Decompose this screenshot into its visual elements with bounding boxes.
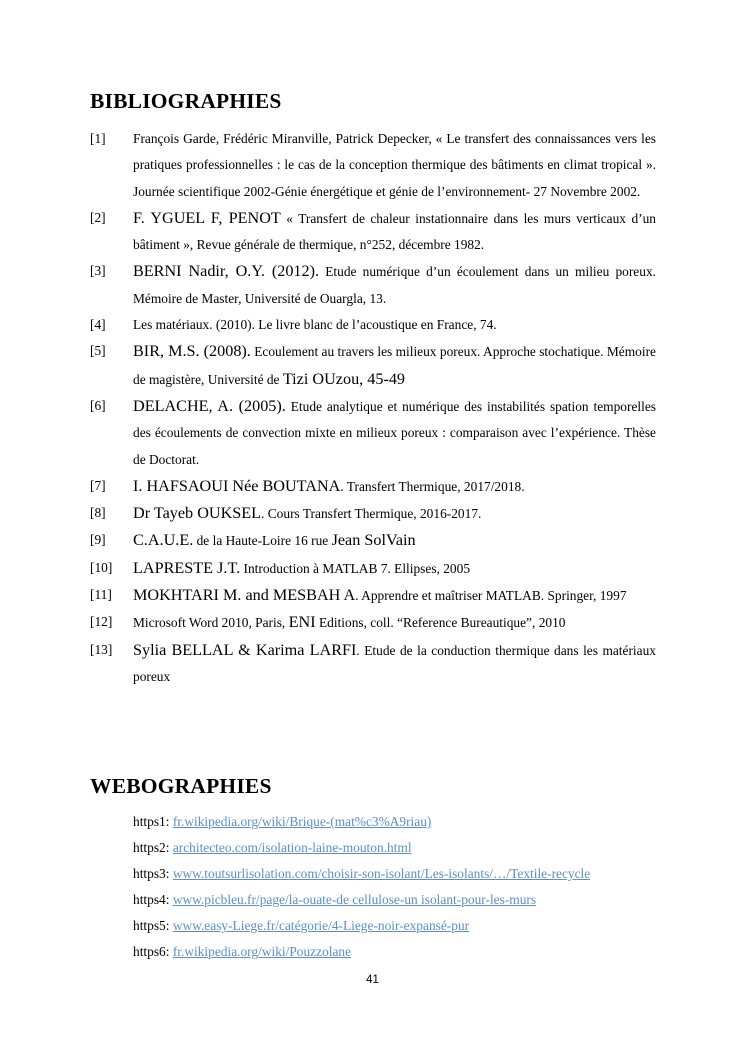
reference-detail: « Transfert de chaleur instationnaire dans les murs verticaux d’un bâtiment », Revue générale de thermique, n°252, décembre 1982. bbox=[133, 210, 657, 253]
reference-author: C.A.U.E. bbox=[133, 531, 194, 550]
reference-author: DELACHE, A. (2005). bbox=[133, 396, 286, 415]
webography-heading: WEBOGRAPHIES bbox=[90, 774, 272, 798]
reference-detail: . Apprendre et maîtriser MATLAB. Springer, 1997 bbox=[355, 588, 627, 604]
reference-author: BIR, M.S. (2008). bbox=[133, 342, 251, 361]
reference-author: Dr Tayeb OUKSEL bbox=[133, 504, 262, 523]
weblink-url[interactable]: www.toutsurlisolation.com/choisir-son-isolant/Les-isolants/…/Textile-recycle bbox=[172, 866, 591, 882]
weblink-label: https6: bbox=[133, 944, 173, 960]
reference-detail: . Transfert Thermique, 2017/2018. bbox=[340, 478, 525, 494]
reference-detail: Etude analytique et numérique des instabilités spation temporelles des écoulements de convection mixte en milieux poreux : comparaison avec l’expérience. Thèse de Doctorat. bbox=[133, 398, 656, 467]
weblink-url[interactable]: www.easy-Liege.fr/catégorie/4-Liege-noir-expansé-pur bbox=[172, 918, 470, 934]
reference-number: [5] bbox=[90, 343, 106, 359]
reference-author: LAPRESTE J.T. bbox=[133, 558, 241, 577]
reference-author: F. YGUEL F, PENOT bbox=[133, 208, 281, 227]
reference-text bbox=[133, 637, 656, 691]
weblink-item bbox=[133, 835, 673, 861]
reference-number: [4] bbox=[90, 317, 106, 333]
reference-number: [3] bbox=[90, 263, 106, 279]
weblink-label: https3: bbox=[133, 866, 173, 882]
reference-item bbox=[90, 393, 656, 473]
reference-item bbox=[90, 205, 656, 259]
reference-text bbox=[133, 338, 656, 393]
reference-detail: François Garde, Frédéric Miranville, Patrick Depecker, « Le transfert des connaissances vers les pratiques professionnelles : le cas de la conception thermique des bâtiments en climat tropical ». Journée scientifique 2002-Génie énergétique et génie de l’environnement- 27 Novembre 2002. bbox=[133, 131, 656, 199]
reference-number: [2] bbox=[90, 209, 106, 225]
bibliography-heading: BIBLIOGRAPHIES bbox=[90, 89, 282, 113]
weblink-label: https5: bbox=[133, 918, 173, 934]
weblink-label: https4: bbox=[133, 892, 173, 908]
reference-detail: Etude numérique d’un écoulement dans un milieu poreux. Mémoire de Master, Université de Ouargla, 13. bbox=[133, 264, 656, 306]
reference-text bbox=[133, 205, 656, 259]
reference-item bbox=[90, 473, 656, 500]
reference-detail: de la Haute-Loire 16 rue bbox=[193, 533, 332, 549]
weblink-url[interactable]: architecteo.com/isolation-laine-mouton.html bbox=[172, 840, 412, 856]
reference-author: Sylia BELLAL & Karima LARFI bbox=[133, 640, 357, 659]
reference-number: [6] bbox=[90, 397, 106, 413]
reference-text bbox=[133, 500, 656, 527]
reference-item bbox=[90, 555, 656, 582]
weblink-item bbox=[133, 939, 673, 965]
reference-author: BERNI Nadir, O.Y. (2012). bbox=[133, 262, 320, 281]
reference-detail: Ecoulement au travers les milieux poreux. Approche stochatique. Mémoire de magistère, Université de bbox=[133, 344, 656, 387]
reference-item bbox=[90, 609, 656, 636]
reference-number: [1] bbox=[90, 131, 106, 146]
reference-detail: Microsoft Word 2010, Paris, bbox=[133, 615, 289, 631]
weblink-label: https1: bbox=[133, 814, 173, 829]
weblink-url[interactable]: fr.wikipedia.org/wiki/Pouzzolane bbox=[172, 944, 352, 960]
weblink-item bbox=[133, 809, 673, 835]
reference-item bbox=[90, 338, 656, 393]
reference-item bbox=[90, 637, 656, 691]
reference-item bbox=[90, 527, 656, 554]
reference-author: Tizi OUzou, 45-49 bbox=[282, 369, 406, 388]
reference-detail: . Etude de la conduction thermique dans les matériaux poreux bbox=[133, 642, 656, 684]
weblink-item bbox=[133, 887, 673, 913]
reference-number: [7] bbox=[90, 477, 106, 493]
reference-text bbox=[133, 258, 656, 312]
reference-author: I. HAFSAOUI Née BOUTANA bbox=[133, 476, 341, 495]
reference-number: [10] bbox=[90, 559, 113, 575]
reference-list bbox=[90, 126, 656, 690]
weblink-label: https2: bbox=[133, 840, 173, 856]
reference-text bbox=[133, 393, 656, 473]
reference-item bbox=[90, 582, 656, 609]
weblink-url[interactable]: www.picbleu.fr/page/la-ouate-de cellulose-un isolant-pour-les-murs bbox=[172, 892, 537, 908]
weblink-item bbox=[133, 861, 673, 887]
weblink-item bbox=[133, 913, 673, 939]
reference-text bbox=[133, 609, 656, 636]
weblink-url[interactable]: fr.wikipedia.org/wiki/Brique-(mat%c3%A9riau) bbox=[172, 814, 432, 829]
reference-detail: Editions, coll. “Reference Bureautique”, 2010 bbox=[315, 615, 566, 631]
reference-detail: Les matériaux. (2010). Le livre blanc de l’acoustique en France, 74. bbox=[133, 317, 497, 333]
reference-text bbox=[133, 582, 656, 609]
reference-text bbox=[133, 555, 656, 582]
reference-number: [8] bbox=[90, 505, 106, 521]
reference-author: MOKHTARI M. and MESBAH A bbox=[133, 586, 356, 605]
reference-number: [13] bbox=[90, 641, 113, 657]
reference-text bbox=[133, 126, 656, 205]
reference-item bbox=[90, 258, 656, 312]
reference-item bbox=[90, 126, 656, 205]
reference-item bbox=[90, 500, 656, 527]
reference-item bbox=[90, 312, 656, 338]
weblink-list bbox=[133, 809, 673, 966]
reference-detail: Introduction à MATLAB 7. Ellipses, 2005 bbox=[240, 560, 471, 576]
reference-text bbox=[133, 473, 656, 500]
reference-number: [12] bbox=[90, 614, 113, 630]
reference-number: [11] bbox=[90, 587, 112, 603]
reference-text bbox=[133, 527, 656, 554]
reference-author: ENI bbox=[288, 613, 316, 632]
reference-text bbox=[133, 312, 656, 338]
reference-number: [9] bbox=[90, 532, 106, 548]
reference-author: Jean SolVain bbox=[331, 531, 416, 550]
page-number: 41 bbox=[366, 974, 379, 986]
reference-detail: . Cours Transfert Thermique, 2016-2017. bbox=[261, 506, 482, 522]
